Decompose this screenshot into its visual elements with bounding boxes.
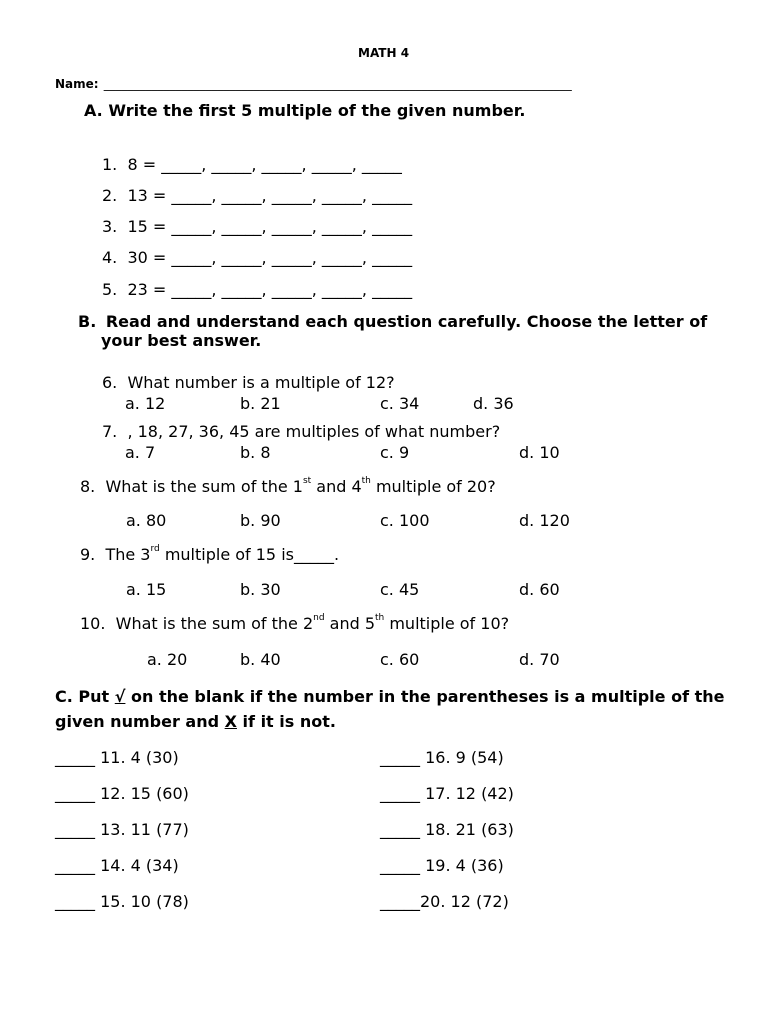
option-8a[interactable]: a. 80 <box>126 511 167 530</box>
question-text: multiple of 20? <box>370 477 496 496</box>
option-8d[interactable]: d. 120 <box>519 511 570 530</box>
name-blank-line: ______________________________________________________________________________ <box>103 77 572 91</box>
question-6 <box>102 373 395 392</box>
question-9 <box>80 545 339 564</box>
section-a-instruction: Write the first 5 multiple of the given number. <box>108 101 526 120</box>
section-c-instruction-line2-pre: given number and <box>55 712 220 731</box>
question-text: and 5 <box>324 614 376 633</box>
option-9d[interactable]: d. 60 <box>519 580 560 599</box>
item-19[interactable]: _____ 19. 4 (36) <box>380 856 504 875</box>
section-a-heading <box>84 101 525 120</box>
ordinal-suffix: st <box>302 476 312 486</box>
option-7a[interactable]: a. 7 <box>125 443 156 462</box>
question-number: 3. <box>102 217 118 236</box>
item-13[interactable]: _____ 13. 11 (77) <box>55 820 189 839</box>
question-10 <box>80 614 509 633</box>
item-12[interactable]: _____ 12. 15 (60) <box>55 784 189 803</box>
question-text: multiple of 10? <box>384 614 510 633</box>
question-text: What is the sum of the 1 <box>105 477 303 496</box>
question-number: 4. <box>102 248 118 267</box>
ordinal-suffix: rd <box>150 544 160 554</box>
question-number: 5. <box>102 280 118 299</box>
question-2 <box>102 186 412 205</box>
item-17[interactable]: _____ 17. 12 (42) <box>380 784 514 803</box>
item-14[interactable]: _____ 14. 4 (34) <box>55 856 179 875</box>
question-4 <box>102 248 412 267</box>
question-8 <box>80 477 496 496</box>
option-6d[interactable]: d. 36 <box>473 394 514 413</box>
option-10b[interactable]: b. 40 <box>240 650 281 669</box>
question-text: 8 = _____, _____, _____, _____, _____ <box>127 155 402 174</box>
section-c-heading-line2 <box>55 712 336 731</box>
section-b-heading <box>78 312 707 331</box>
option-6b[interactable]: b. 21 <box>240 394 281 413</box>
option-7b[interactable]: b. 8 <box>240 443 271 462</box>
item-20[interactable]: _____20. 12 (72) <box>380 892 509 911</box>
item-16[interactable]: _____ 16. 9 (54) <box>380 748 504 767</box>
option-6c[interactable]: c. 34 <box>380 394 420 413</box>
option-9a[interactable]: a. 15 <box>126 580 167 599</box>
item-15[interactable]: _____ 15. 10 (78) <box>55 892 189 911</box>
question-number: 9. <box>80 545 96 564</box>
section-b-label: B. <box>78 312 97 331</box>
option-7c[interactable]: c. 9 <box>380 443 410 462</box>
option-10a[interactable]: a. 20 <box>147 650 188 669</box>
question-text: What number is a multiple of 12? <box>127 373 395 392</box>
question-text: 15 = _____, _____, _____, _____, _____ <box>127 217 413 236</box>
item-11[interactable]: _____ 11. 4 (30) <box>55 748 179 767</box>
option-9b[interactable]: b. 30 <box>240 580 281 599</box>
option-6a[interactable]: a. 12 <box>125 394 166 413</box>
option-8b[interactable]: b. 90 <box>240 511 281 530</box>
question-number: 10. <box>80 614 106 633</box>
section-c-label: C. <box>55 687 73 706</box>
ordinal-suffix: nd <box>313 613 325 623</box>
question-number: 1. <box>102 155 118 174</box>
ordinal-suffix: th <box>361 476 371 486</box>
question-text: 13 = _____, _____, _____, _____, _____ <box>127 186 413 205</box>
question-text: 30 = _____, _____, _____, _____, _____ <box>127 248 413 267</box>
question-number: 2. <box>102 186 118 205</box>
question-number: 6. <box>102 373 118 392</box>
option-10c[interactable]: c. 60 <box>380 650 420 669</box>
question-1 <box>102 155 402 174</box>
name-label: Name: <box>55 77 99 91</box>
question-7 <box>102 422 500 441</box>
x-mark-icon: X <box>224 712 237 731</box>
option-9c[interactable]: c. 45 <box>380 580 420 599</box>
question-text: The 3 <box>105 545 151 564</box>
section-c-instruction-line2-post: if it is not. <box>242 712 336 731</box>
section-c-heading-line1 <box>55 687 725 706</box>
section-c-instruction-line1: on the blank if the number in the parentheses is a multiple of the <box>131 687 725 706</box>
question-text: , 18, 27, 36, 45 are multiples of what number? <box>127 422 501 441</box>
section-b-instruction-line1: Read and understand each question carefully. Choose the letter of <box>105 312 708 331</box>
section-c-put: Put <box>78 687 110 706</box>
question-text: multiple of 15 is_____. <box>159 545 340 564</box>
check-mark-icon: √ <box>114 687 126 706</box>
name-field[interactable] <box>55 73 572 92</box>
question-3 <box>102 217 412 236</box>
question-text: What is the sum of the 2 <box>115 614 314 633</box>
option-10d[interactable]: d. 70 <box>519 650 560 669</box>
section-a-label: A. <box>84 101 103 120</box>
item-18[interactable]: _____ 18. 21 (63) <box>380 820 514 839</box>
option-7d[interactable]: d. 10 <box>519 443 560 462</box>
question-text: and 4 <box>311 477 362 496</box>
section-b-instruction-line2: your best answer. <box>101 331 262 350</box>
ordinal-suffix: th <box>375 613 385 623</box>
page-title: MATH 4 <box>358 46 410 60</box>
option-8c[interactable]: c. 100 <box>380 511 430 530</box>
question-number: 8. <box>80 477 96 496</box>
question-5 <box>102 280 412 299</box>
question-text: 23 = _____, _____, _____, _____, _____ <box>127 280 413 299</box>
question-number: 7. <box>102 422 118 441</box>
